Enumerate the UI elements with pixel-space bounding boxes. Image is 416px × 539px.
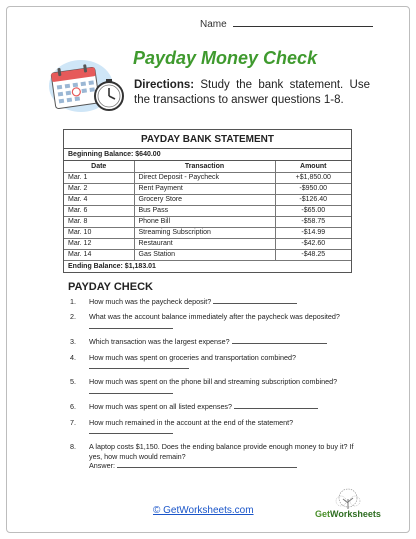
row-date: Mar. 1 — [64, 172, 134, 183]
table-row — [64, 172, 351, 183]
table-row — [64, 194, 351, 205]
answer-label: Answer: — [89, 461, 115, 471]
question-text: What was the account balance immediately after the paycheck was deposited? — [89, 312, 340, 322]
question-number: 8. — [70, 442, 76, 452]
column-header-date: Date — [64, 161, 134, 172]
table-row — [64, 227, 351, 238]
table-row — [64, 205, 351, 216]
question-2 — [70, 312, 360, 331]
question-text: How much was spent on the phone bill and streaming subscription combined? — [89, 377, 338, 387]
footer-link[interactable]: © GetWorksheets.com — [153, 505, 254, 516]
question-5 — [70, 377, 360, 396]
statement-title: PAYDAY BANK STATEMENT — [64, 130, 351, 149]
table-row — [64, 183, 351, 194]
bank-statement — [63, 129, 352, 273]
row-amount: -$14.99 — [275, 227, 351, 238]
row-amount: -$48.25 — [275, 249, 351, 260]
question-text: Which transaction was the largest expense? — [89, 337, 230, 347]
row-date: Mar. 14 — [64, 249, 134, 260]
transactions-table — [64, 161, 351, 261]
row-date: Mar. 8 — [64, 216, 134, 227]
table-row — [64, 238, 351, 249]
row-amount: -$42.60 — [275, 238, 351, 249]
question-3 — [70, 337, 360, 346]
row-amount: -$58.75 — [275, 216, 351, 227]
ending-balance-label: Ending Balance: — [68, 262, 123, 270]
row-transaction: Streaming Subscription — [134, 227, 275, 238]
logo-text-worksheets: Worksheets — [330, 509, 381, 519]
row-amount: -$65.00 — [275, 205, 351, 216]
question-8 — [70, 442, 360, 470]
name-label: Name — [200, 19, 227, 30]
question-6 — [70, 402, 360, 411]
answer-blank[interactable] — [117, 461, 297, 468]
row-transaction: Rent Payment — [134, 183, 275, 194]
row-transaction: Phone Bill — [134, 216, 275, 227]
answer-blank[interactable] — [89, 387, 173, 394]
ending-balance — [64, 261, 351, 272]
question-7 — [70, 418, 360, 437]
row-transaction: Direct Deposit - Paycheck — [134, 172, 275, 183]
question-number: 2. — [70, 312, 76, 322]
directions — [134, 78, 370, 108]
answer-blank[interactable] — [234, 402, 318, 409]
page-title: Payday Money Check — [133, 48, 318, 68]
name-field — [200, 18, 373, 30]
table-row — [64, 216, 351, 227]
question-number: 1. — [70, 297, 76, 306]
row-date: Mar. 12 — [64, 238, 134, 249]
row-amount: -$126.40 — [275, 194, 351, 205]
section-title: PAYDAY CHECK — [68, 281, 153, 293]
row-date: Mar. 10 — [64, 227, 134, 238]
question-1 — [70, 297, 360, 306]
row-transaction: Gas Station — [134, 249, 275, 260]
question-list — [70, 297, 360, 477]
answer-blank[interactable] — [89, 362, 189, 369]
getworksheets-logo — [315, 509, 381, 519]
table-row — [64, 249, 351, 260]
answer-blank[interactable] — [232, 337, 327, 344]
ending-balance-value: $1,183.01 — [124, 262, 156, 270]
question-text: A laptop costs $1,150. Does the ending balance provide enough money to buy it? If yes, how much would remain? — [89, 442, 354, 461]
row-amount: -$950.00 — [275, 183, 351, 194]
directions-label: Directions: — [134, 79, 195, 91]
table-header-row — [64, 161, 351, 172]
row-date: Mar. 4 — [64, 194, 134, 205]
column-header-amount: Amount — [275, 161, 351, 172]
question-text: How much was the paycheck deposit? — [89, 297, 212, 306]
row-amount: +$1,850.00 — [275, 172, 351, 183]
question-4 — [70, 353, 360, 372]
row-transaction: Bus Pass — [134, 205, 275, 216]
answer-blank[interactable] — [213, 297, 297, 304]
question-text: How much was spent on all listed expenses? — [89, 402, 233, 412]
logo-text-get: Get — [315, 509, 331, 519]
question-number: 4. — [70, 352, 76, 362]
name-blank[interactable] — [233, 18, 373, 27]
row-transaction: Restaurant — [134, 238, 275, 249]
answer-blank[interactable] — [89, 427, 173, 434]
calendar-clock-icon — [45, 58, 127, 114]
question-number: 6. — [70, 402, 76, 412]
row-date: Mar. 2 — [64, 183, 134, 194]
row-transaction: Grocery Store — [134, 194, 275, 205]
row-date: Mar. 6 — [64, 205, 134, 216]
question-text: How much remained in the account at the end of the statement? — [89, 417, 294, 427]
question-number: 3. — [70, 337, 76, 347]
beginning-balance: Beginning Balance: $640.00 — [64, 149, 351, 161]
question-text: How much was spent on groceries and transportation combined? — [89, 352, 296, 362]
directions-text: Study the bank statement. Use the transactions to answer questions 1-8. — [134, 79, 370, 106]
question-number: 7. — [70, 417, 76, 427]
answer-blank[interactable] — [89, 322, 173, 329]
column-header-transaction: Transaction — [134, 161, 275, 172]
question-number: 5. — [70, 377, 76, 387]
